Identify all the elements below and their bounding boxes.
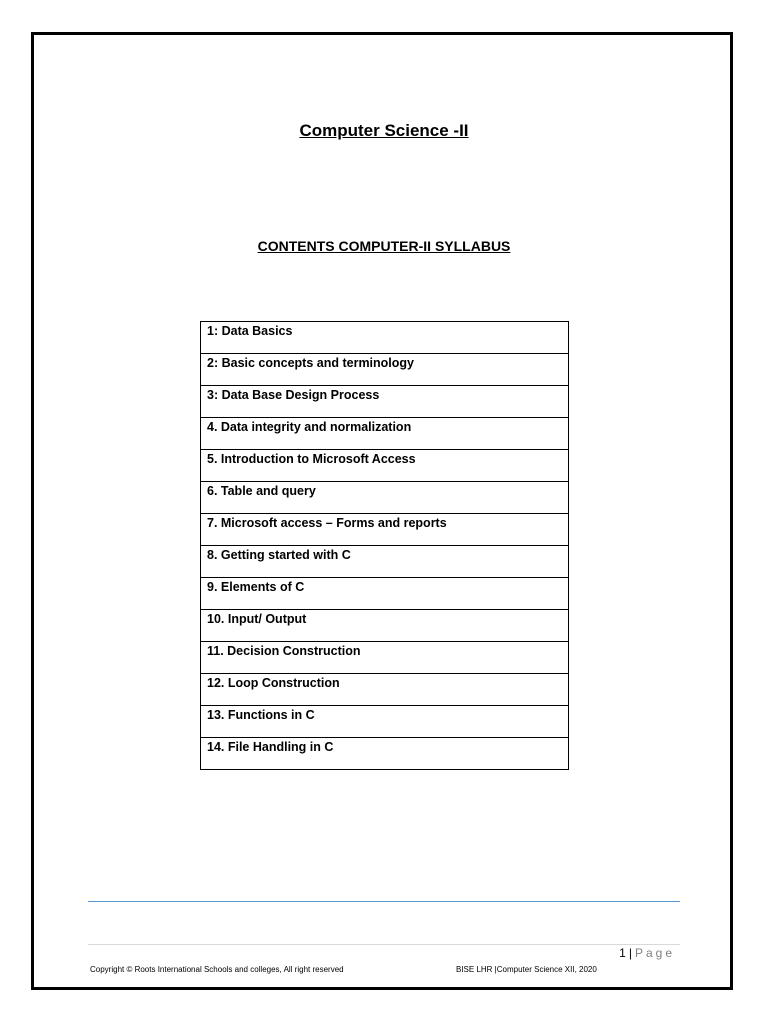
page-label: Page bbox=[634, 946, 675, 960]
table-row bbox=[201, 450, 569, 482]
table-row bbox=[201, 386, 569, 418]
table-row bbox=[201, 418, 569, 450]
table-row bbox=[201, 514, 569, 546]
contents-item: 6. Table and query bbox=[201, 482, 569, 514]
contents-item: 10. Input/ Output bbox=[201, 610, 569, 642]
table-row bbox=[201, 642, 569, 674]
contents-item: 2: Basic concepts and terminology bbox=[201, 354, 569, 386]
contents-item: 8. Getting started with C bbox=[201, 546, 569, 578]
contents-item: 11. Decision Construction bbox=[201, 642, 569, 674]
table-row bbox=[201, 610, 569, 642]
footer-divider bbox=[88, 901, 680, 902]
contents-heading bbox=[0, 238, 768, 254]
page-number bbox=[619, 946, 675, 960]
contents-item: 9. Elements of C bbox=[201, 578, 569, 610]
contents-item: 5. Introduction to Microsoft Access bbox=[201, 450, 569, 482]
board-info: BISE LHR |Computer Science XII, 2020 bbox=[456, 965, 597, 974]
contents-item: 1: Data Basics bbox=[201, 322, 569, 354]
contents-item: 3: Data Base Design Process bbox=[201, 386, 569, 418]
footer-rule bbox=[88, 944, 680, 945]
table-row bbox=[201, 578, 569, 610]
contents-item: 4. Data integrity and normalization bbox=[201, 418, 569, 450]
document-title-text: Computer Science -II bbox=[299, 121, 469, 140]
table-row bbox=[201, 546, 569, 578]
table-row bbox=[201, 706, 569, 738]
contents-item: 13. Functions in C bbox=[201, 706, 569, 738]
table-row bbox=[201, 354, 569, 386]
table-row bbox=[201, 322, 569, 354]
table-row bbox=[201, 738, 569, 770]
table-row bbox=[201, 482, 569, 514]
table-row bbox=[201, 674, 569, 706]
contents-item: 7. Microsoft access – Forms and reports bbox=[201, 514, 569, 546]
contents-table bbox=[200, 321, 569, 770]
contents-heading-text: CONTENTS COMPUTER-II SYLLABUS bbox=[257, 238, 511, 254]
contents-item: 12. Loop Construction bbox=[201, 674, 569, 706]
contents-item: 14. File Handling in C bbox=[201, 738, 569, 770]
page-number-separator: | bbox=[628, 946, 632, 960]
page-number-value: 1 bbox=[619, 946, 626, 960]
copyright-notice: Copyright © Roots International Schools and colleges, All right reserved bbox=[90, 965, 344, 974]
document-title bbox=[0, 121, 768, 141]
